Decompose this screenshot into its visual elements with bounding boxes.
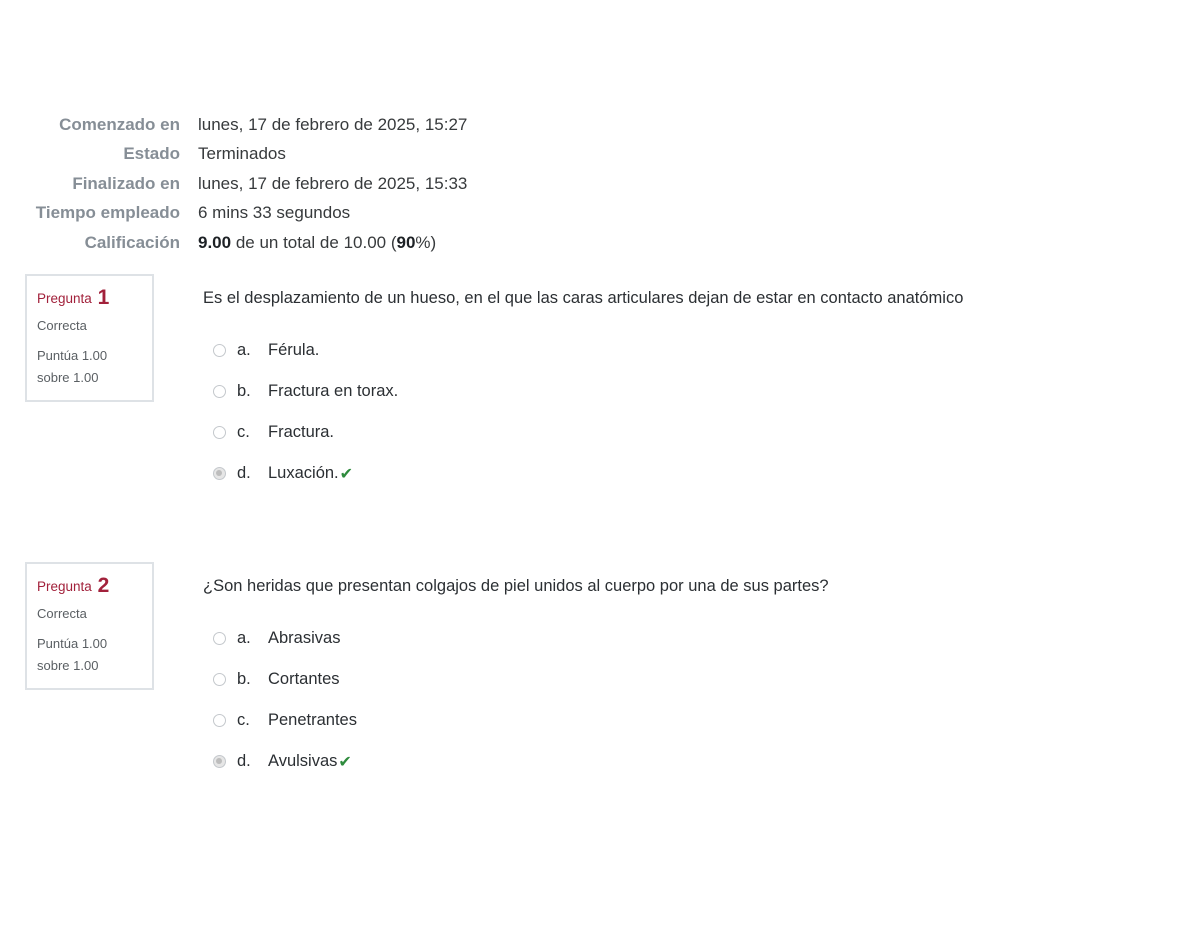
- answer-option-a[interactable]: [203, 618, 1183, 659]
- answer-option-c[interactable]: [203, 700, 1183, 741]
- answer-letter: a.: [237, 341, 251, 359]
- answer-letter: c.: [237, 711, 250, 729]
- answer-option-a[interactable]: [203, 330, 1183, 371]
- summary-value: lunes, 17 de febrero de 2025, 15:33: [198, 173, 468, 193]
- attempt-summary: [0, 110, 700, 258]
- question-grade-line: sobre 1.00: [37, 658, 99, 673]
- grade-mid-text: de un total de 10.00 (: [231, 232, 397, 252]
- question-state: Correcta: [37, 606, 87, 621]
- grade-end-text: %): [415, 232, 437, 252]
- question-text: ¿Son heridas que presentan colgajos de piel unidos al cuerpo por una de sus partes?: [203, 577, 829, 595]
- answer-text: Abrasivas: [268, 629, 341, 647]
- answer-option-c[interactable]: [203, 412, 1183, 453]
- radio-button[interactable]: [213, 426, 226, 439]
- question-info-box: [25, 274, 154, 402]
- radio-button-selected[interactable]: [213, 755, 226, 768]
- answer-text: Cortantes: [268, 670, 340, 688]
- summary-row-grade: [0, 228, 700, 258]
- grade-value: [198, 233, 436, 253]
- answer-option-b[interactable]: [203, 371, 1183, 412]
- question-number: 2: [97, 574, 110, 597]
- summary-row-state: [0, 140, 700, 170]
- summary-row-started: [0, 110, 700, 140]
- answer-option-b[interactable]: [203, 659, 1183, 700]
- radio-button[interactable]: [213, 714, 226, 727]
- summary-label: Estado: [123, 144, 180, 164]
- radio-button-selected[interactable]: [213, 467, 226, 480]
- question-grade-line: Puntúa 1.00: [37, 348, 108, 363]
- answer-option-d[interactable]: [203, 741, 1183, 782]
- question-state: Correcta: [37, 318, 87, 333]
- answer-text: Penetrantes: [268, 711, 357, 729]
- answer-text: Fractura.: [268, 423, 335, 441]
- answer-text: Luxación.: [268, 464, 339, 482]
- question-title: [37, 286, 142, 310]
- summary-value: Terminados: [198, 144, 286, 164]
- answer-text: Avulsivas: [268, 752, 338, 770]
- radio-button[interactable]: [213, 385, 226, 398]
- grade-score: 9.00: [198, 232, 232, 252]
- summary-row-finished: [0, 169, 700, 199]
- question-grade-line: Puntúa 1.00: [37, 636, 108, 651]
- question-title-label: Pregunta: [37, 579, 92, 594]
- question-grade-line: sobre 1.00: [37, 370, 99, 385]
- answer-option-d[interactable]: [203, 453, 1183, 494]
- question-info-box: [25, 562, 154, 690]
- question-text: Es el desplazamiento de un hueso, en el que las caras articulares dejan de estar en contacto anatómico: [203, 289, 964, 307]
- radio-button[interactable]: [213, 673, 226, 686]
- summary-label: Finalizado en: [72, 173, 180, 193]
- summary-value: 6 mins 33 segundos: [198, 203, 351, 223]
- question-content: [203, 289, 1183, 494]
- answer-text: Fractura en torax.: [268, 382, 399, 400]
- check-icon: ✔: [339, 465, 354, 483]
- summary-row-time-taken: [0, 199, 700, 229]
- answer-letter: d.: [237, 464, 251, 482]
- summary-label: Calificación: [84, 232, 180, 252]
- question-content: [203, 577, 1183, 782]
- answer-letter: a.: [237, 629, 251, 647]
- grade-percent: 90: [396, 232, 416, 252]
- radio-button[interactable]: [213, 632, 226, 645]
- answer-letter: b.: [237, 382, 251, 400]
- question-title: [37, 574, 142, 598]
- question-number: 1: [97, 286, 110, 309]
- answer-letter: d.: [237, 752, 251, 770]
- answer-letter: c.: [237, 423, 250, 441]
- question-grade: [37, 345, 142, 389]
- summary-value: lunes, 17 de febrero de 2025, 15:27: [198, 114, 468, 134]
- question-title-label: Pregunta: [37, 291, 92, 306]
- answer-letter: b.: [237, 670, 251, 688]
- summary-label: Comenzado en: [59, 114, 180, 134]
- answer-text: Férula.: [268, 341, 320, 359]
- check-icon: ✔: [338, 753, 352, 771]
- question-grade: [37, 633, 142, 677]
- summary-label: Tiempo empleado: [35, 203, 180, 223]
- radio-button[interactable]: [213, 344, 226, 357]
